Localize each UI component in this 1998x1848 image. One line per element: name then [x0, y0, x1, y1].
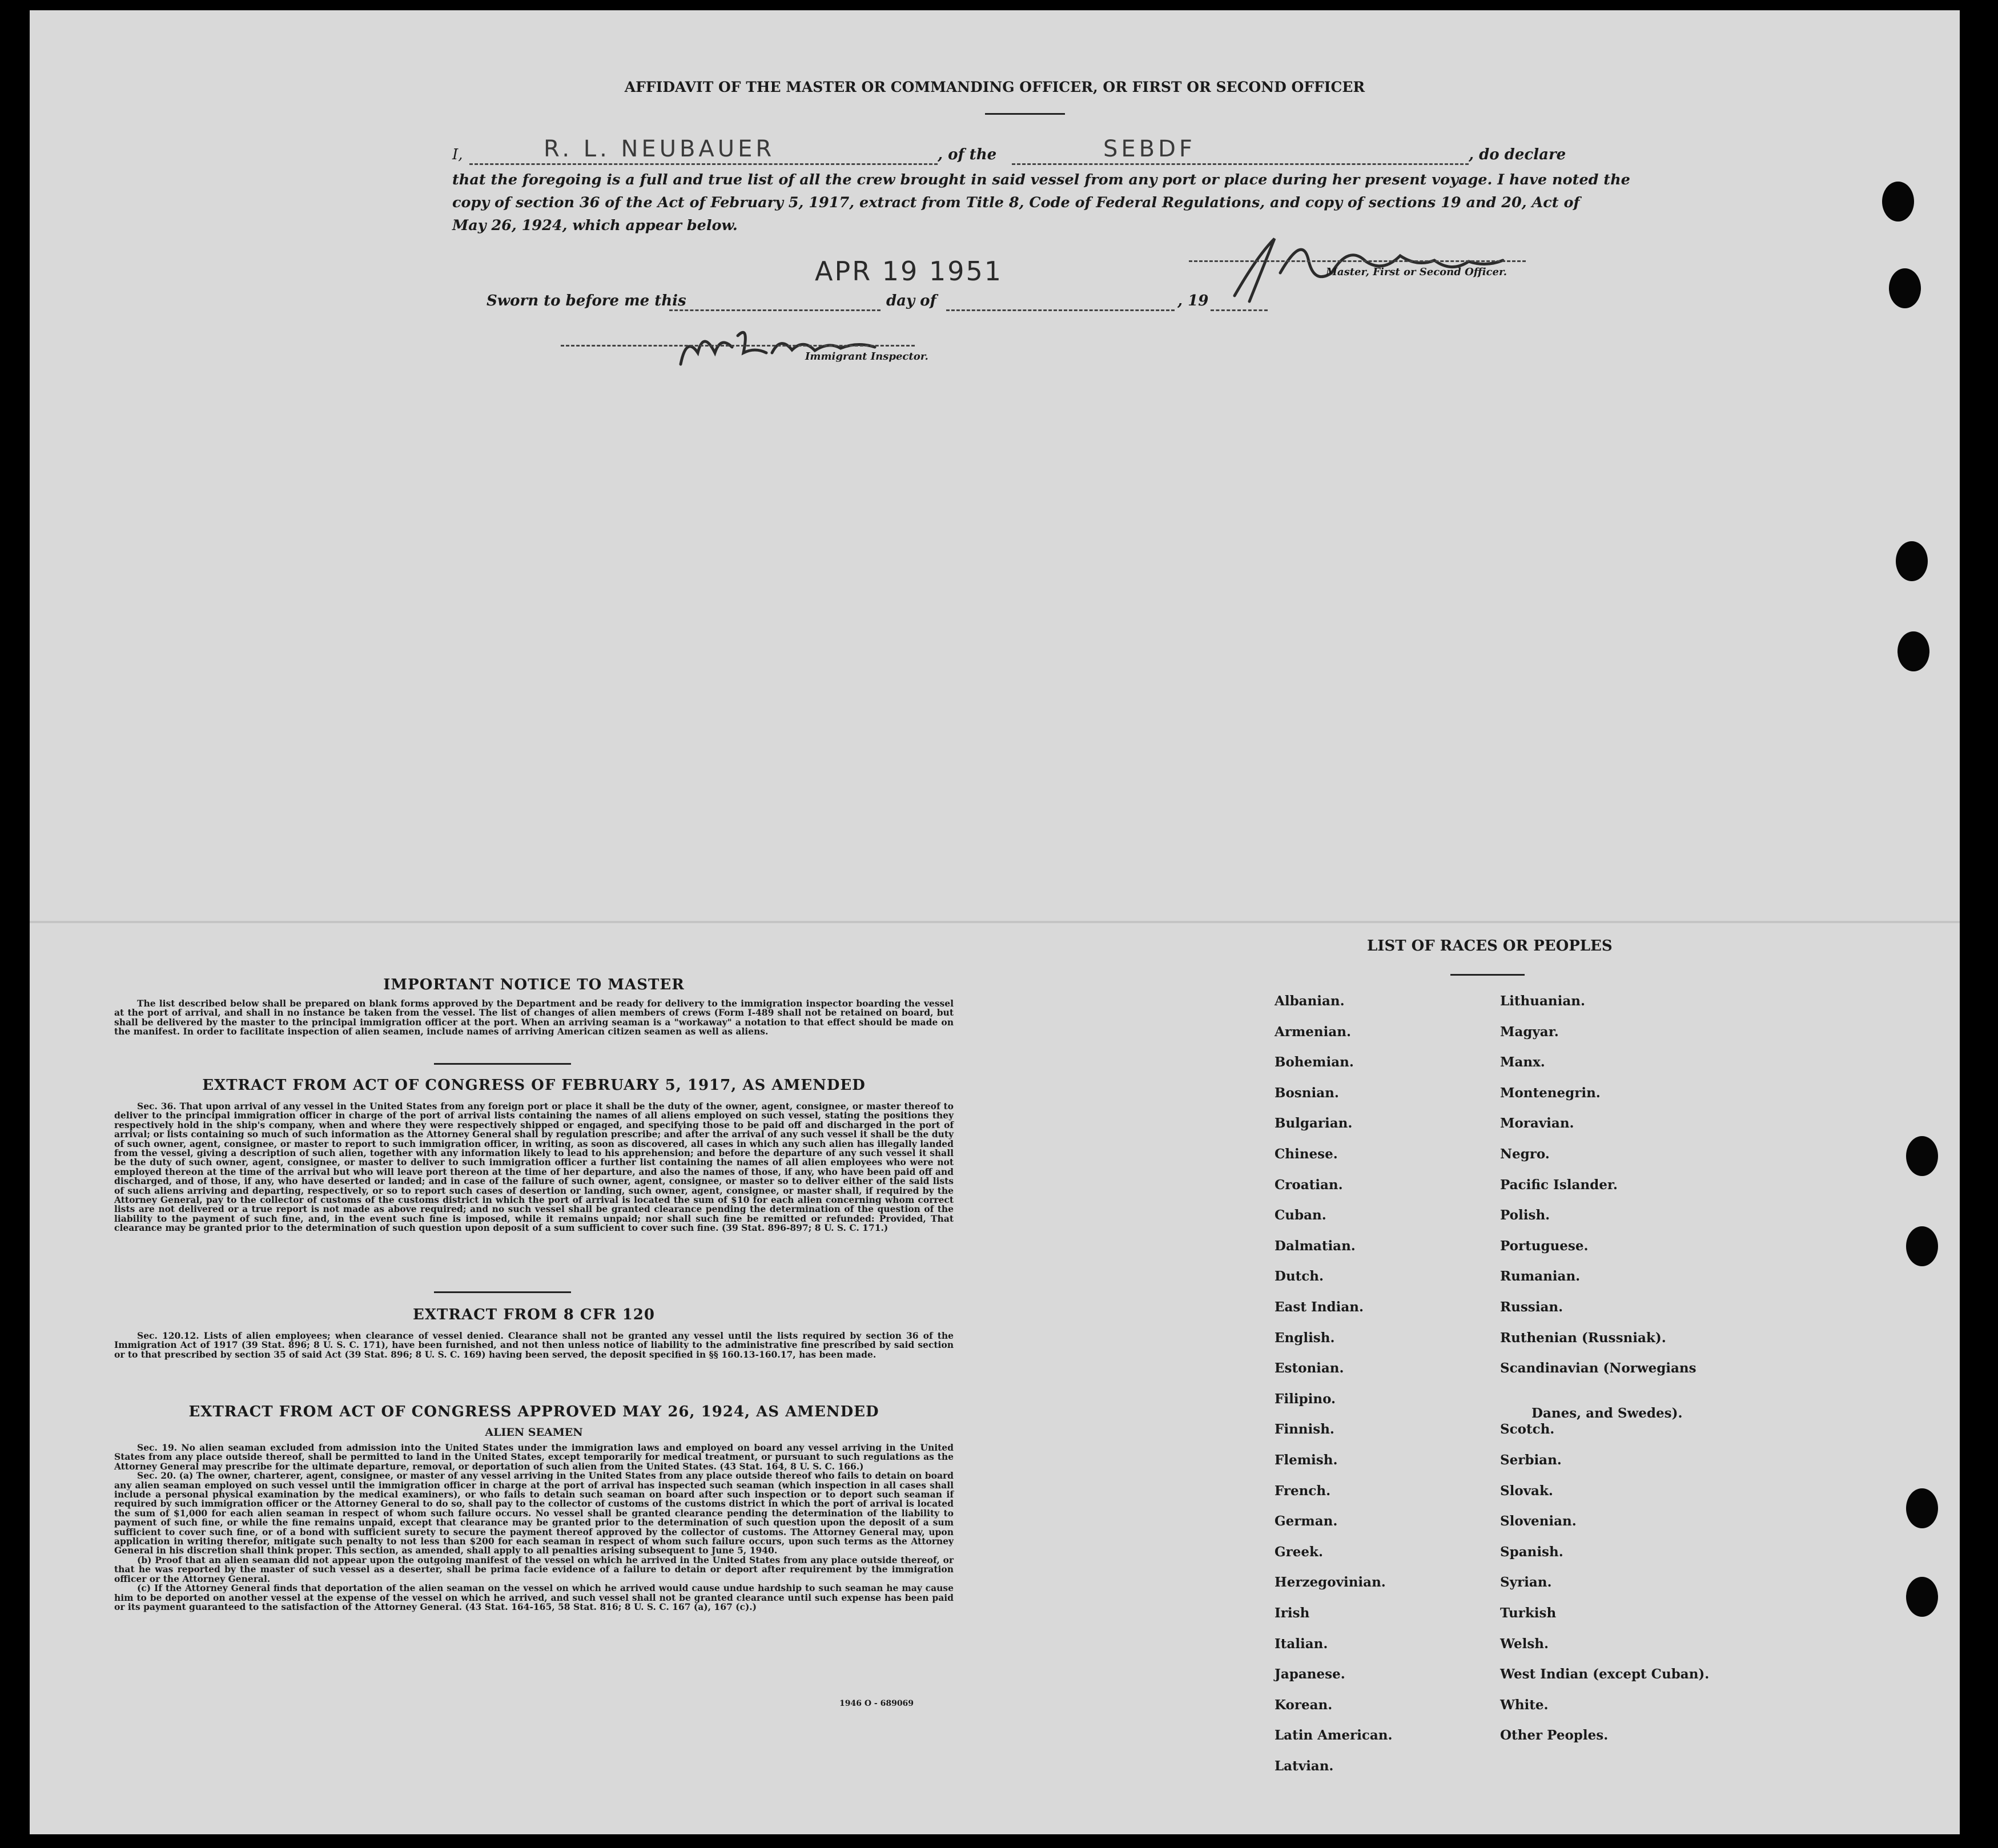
affidavit-title: AFFIDAVIT OF THE MASTER OR COMMANDING OFFICER, OR FIRST OR SECOND OFFICER — [624, 79, 1365, 95]
race-item: Lithuanian. — [1500, 993, 1585, 1009]
race-item: White. — [1500, 1697, 1549, 1713]
race-item: Welsh. — [1500, 1636, 1549, 1652]
inspector-caption: Immigrant Inspector. — [805, 351, 928, 363]
inspector-signature — [658, 313, 909, 376]
extract-cfr-title: EXTRACT FROM 8 CFR 120 — [413, 1306, 655, 1323]
year-prefix: , 19 — [1177, 292, 1209, 309]
race-item: Finnish. — [1275, 1422, 1334, 1438]
race-item: Scandinavian (Norwegians — [1500, 1360, 1697, 1376]
race-item: Latvian. — [1275, 1758, 1334, 1774]
declaration-line-1: that the foregoing is a full and true list of all the crew brought in said vessel from any port or place during her present voyage. I have noted the — [452, 171, 1630, 188]
notice-title: IMPORTANT NOTICE TO MASTER — [383, 976, 685, 993]
race-item: Flemish. — [1275, 1452, 1338, 1468]
extract-1917-rule — [434, 1291, 571, 1293]
notice-body: The list described below shall be prepared on blank forms approved by the Department and be ready for delivery to the immigration inspector boarding the vessel at the port of arrival, and shall in no instance be taken from the vessel. The list of changes of alien members of crews (Form I-489 shall not be retained on board, but shall be delivered by the master to the principal immigration officer at the port. When an arriving seaman is a "workaway" a notation to that effect should be made on the manifest. In order to facilitate inspection of alien seamen, include names of arriving American citizen seamen as well as aliens. — [114, 998, 954, 1037]
master-caption: Master, First or Second Officer. — [1326, 266, 1507, 278]
extract-1917-section — [114, 1077, 954, 1233]
race-item: East Indian. — [1275, 1299, 1364, 1315]
of-the-label: , of the — [938, 146, 997, 163]
alien-seamen-subtitle: ALIEN SEAMEN — [485, 1426, 583, 1439]
declaration-line-2: copy of section 36 of the Act of February 5, 1917, extract from Title 8, Code of Federal Regulations, and copy of sections 19 and 20, Act of — [452, 194, 1580, 211]
binder-hole — [1889, 268, 1921, 308]
race-item: Other Peoples. — [1500, 1728, 1609, 1744]
sworn-month-line — [946, 309, 1175, 311]
race-item: Slovak. — [1500, 1483, 1553, 1499]
extract-1924-section — [114, 1403, 954, 1612]
race-item: Irish — [1275, 1605, 1310, 1621]
race-item: Korean. — [1275, 1697, 1333, 1713]
race-item: Dalmatian. — [1275, 1238, 1356, 1254]
inspector-signature-line — [561, 345, 915, 347]
vessel-name: SEBDF — [1103, 136, 1196, 162]
notice-section — [114, 976, 954, 1037]
day-of-label: day of — [886, 292, 936, 309]
race-item: Spanish. — [1500, 1544, 1563, 1560]
race-item: Moravian. — [1500, 1116, 1574, 1132]
year-line — [1211, 309, 1268, 311]
race-item: Rumanian. — [1500, 1269, 1581, 1285]
master-name: R. L. NEUBAUER — [544, 136, 775, 162]
race-item: Portuguese. — [1500, 1238, 1589, 1254]
race-item: Polish. — [1500, 1207, 1550, 1223]
sec-20a-text: Sec. 20. (a) The owner, charterer, agent, consignee, or master of any vessel arriving in the United States from any place outside thereof who fails to detain on board any alien seaman employed on such vessel until the immigration officer in charge at the port of arrival has inspected such seaman (which inspection in all cases shall include a personal physical examination by the medical examiners), or who fails to detain such seaman on board after such inspection or to deport such seaman if required by such immigration officer or the Attorney General to do so, shall pay to the collector of customs of the customs district in which the port of arrival is located the sum of $1,000 for each alien seaman in respect of whom such failure occurs. No vessel shall be granted clearance pending the determination of the liability to payment of such fine, or while the fine remains unpaid, except that clearance may be granted prior to the determination of such question upon the deposit of a sum sufficient to cover such fine, or of a bond with sufficient surety to secure the payment thereof approved by the collector of customs. The Attorney General may, upon application in writing therefor, mitigate such penalty to not less than $200 for each seaman in respect of whom such failure occurs, upon such terms as the Attorney General in his discretion shall think proper. This section, as amended, shall apply to all penalties arising subsequent to June 5, 1940. — [114, 1470, 954, 1556]
binder-hole — [1898, 631, 1929, 671]
race-item: Ruthenian (Russniak). — [1500, 1330, 1666, 1346]
print-code: 1946 O - 689069 — [839, 1699, 914, 1708]
extract-1924-title: EXTRACT FROM ACT OF CONGRESS APPROVED MAY 26, 1924, AS AMENDED — [188, 1403, 879, 1420]
race-item: Japanese. — [1275, 1666, 1345, 1682]
race-item: Italian. — [1275, 1636, 1328, 1652]
date-stamp: APR 19 1951 — [815, 256, 1003, 287]
race-item: Herzegovinian. — [1275, 1575, 1386, 1591]
race-item: English. — [1275, 1330, 1335, 1346]
race-item: West Indian (except Cuban). — [1500, 1666, 1710, 1682]
sworn-day-line — [669, 309, 881, 311]
race-item: Armenian. — [1275, 1024, 1352, 1040]
races-rule — [1450, 974, 1525, 976]
title-rule — [985, 113, 1065, 115]
race-item: Danes, and Swedes). — [1531, 1405, 1683, 1421]
binder-hole — [1906, 1226, 1938, 1266]
notice-rule — [434, 1063, 571, 1065]
race-item: Manx. — [1500, 1054, 1545, 1070]
race-item: Scotch. — [1500, 1422, 1555, 1438]
declaration-line-3: May 26, 1924, which appear below. — [452, 217, 738, 234]
race-item: Croatian. — [1275, 1177, 1343, 1193]
race-item: Serbian. — [1500, 1452, 1562, 1468]
binder-hole — [1882, 182, 1914, 222]
name-line — [469, 163, 938, 165]
binder-hole — [1906, 1136, 1938, 1176]
race-item: Syrian. — [1500, 1575, 1552, 1591]
sec-19-text: Sec. 19. No alien seaman excluded from admission into the United States under the immigration laws and employed on board any vessel arriving in the United States from any place outside thereof, shall be permitted to land in the United States, except temporarily for medical treatment, or pursuant to such regulations as the Attorney General may prescribe for the ultimate departure, removal, or deportation of such alien from the United States. (43 Stat. 164, 8 U. S. C. 166.) — [114, 1442, 954, 1472]
race-item: Negro. — [1500, 1146, 1550, 1162]
race-item: Bosnian. — [1275, 1085, 1339, 1101]
page-fold — [30, 921, 1960, 923]
race-item: Magyar. — [1500, 1024, 1559, 1040]
race-item: Russian. — [1500, 1299, 1563, 1315]
race-item: Greek. — [1275, 1544, 1323, 1560]
race-item: Filipino. — [1275, 1391, 1336, 1407]
extract-cfr-section — [114, 1306, 954, 1359]
binder-hole — [1906, 1488, 1938, 1528]
extract-1917-title: EXTRACT FROM ACT OF CONGRESS OF FEBRUARY 5, 1917, AS AMENDED — [202, 1077, 866, 1094]
race-item: Chinese. — [1275, 1146, 1338, 1162]
master-signature-line — [1189, 260, 1526, 262]
race-item: Bulgarian. — [1275, 1116, 1353, 1132]
race-item: Cuban. — [1275, 1207, 1326, 1223]
race-item: Montenegrin. — [1500, 1085, 1601, 1101]
document-sheet — [30, 10, 1960, 1834]
race-item: Latin American. — [1275, 1728, 1393, 1744]
sec-20c-text: (c) If the Attorney General finds that deportation of the alien seaman on the vessel on which he arrived would cause undue hardship to such seaman he may cause him to be deported on another vessel at the expense of the vessel on which he arrived, and such vessel shall not be granted clearance until such expense has been paid or its payment guaranteed to the satisfaction of the Attorney General. (43 Stat. 164-165, 58 Stat. 816; 8 U. S. C. 167 (a), 167 (c).) — [114, 1583, 954, 1612]
vessel-line — [1012, 163, 1469, 165]
affidavit-prefix: I, — [452, 146, 463, 163]
race-item: Albanian. — [1275, 993, 1345, 1009]
race-item: Estonian. — [1275, 1360, 1344, 1376]
races-title: LIST OF RACES OR PEOPLES — [1367, 937, 1613, 955]
master-signature — [1195, 222, 1514, 307]
binder-hole — [1906, 1577, 1938, 1617]
binder-hole — [1896, 541, 1928, 581]
race-item: French. — [1275, 1483, 1331, 1499]
extract-cfr-body: Sec. 120.12. Lists of alien employees; when clearance of vessel denied. Clearance shall not be granted any vessel until the lists required by section 36 of the Immigration Act of 1917 (39 Stat. 896; 8 U. S. C. 171), have been furnished, and not then unless notice of liability to the administrative fine prescribed by said section or to that prescribed by section 35 of said Act (39 Stat. 896; 8 U. S. C. 169) having been served, the deposit specified in §§ 160.13-160.17, has been made. — [114, 1330, 954, 1360]
race-item: Turkish — [1500, 1605, 1557, 1621]
race-item: Bohemian. — [1275, 1054, 1354, 1070]
race-item: German. — [1275, 1513, 1338, 1529]
race-item: Dutch. — [1275, 1269, 1324, 1285]
sec-20b-text: (b) Proof that an alien seaman did not appear upon the outgoing manifest of the vessel on which he arrived in the United States from any place outside thereof, or that he was reported by the master of such vessel as a deserter, shall be prima facie evidence of a failure to detain or deport after requirement by the immigration officer or the Attorney General. — [114, 1554, 954, 1584]
sworn-label: Sworn to before me this — [487, 292, 686, 309]
do-declare-label: , do declare — [1469, 146, 1566, 163]
extract-1917-body: Sec. 36. That upon arrival of any vessel in the United States from any foreign port or place it shall be the duty of the owner, agent, consignee, or master thereof to deliver to the principal immigration officer in charge of the port of arrival lists containing the names of all aliens employed on such vessel, stating the positions they respectively hold in the ship's company, when and where they were respectively shipped or engaged, and specifying those to be paid off and discharged in the port of arrival; or lists containing so much of such information as the Attorney General shall by regulation prescribe; and after the arrival of any such vessel it shall be the duty of such owner, agent, consignee, or master to report to such immigration officer, in writing, as soon as discovered, all cases in which any such alien has illegally landed from the vessel, giving a description of such alien, together with any information likely to lead to his apprehension; and before the departure of any such vessel it shall be the duty of such owner, agent, consignee, or master to deliver to such immigration officer a further list containing the names of all alien employees who were not employed thereon at the time of the arrival but who will leave port thereon at the time of her departure, and also the names of those, if any, who have been paid off and discharged, and of those, if any, who have deserted or landed; and in case of the failure of such owner, agent, consignee, or master so to deliver either of the said lists of such aliens arriving and departing, respectively, or so to report such cases of desertion or landing, such owner, agent, consignee, or master shall, if required by the Attorney General, pay to the collector of customs of the customs district in which the port of arrival is located the sum of $10 for each alien concerning whom correct lists are not delivered or a true report is not made as above required; and no such vessel shall be granted clearance pending the determination of the question of the liability to the payment of such fine, and, in the event such fine is imposed, while it remains unpaid; nor shall such fine be remitted or refunded: Provided, That clearance may be granted prior to the determination of such question upon deposit of a sum sufficient to cover such fine. (39 Stat. 896-897; 8 U. S. C. 171.) — [114, 1101, 954, 1234]
race-item: Slovenian. — [1500, 1513, 1577, 1529]
race-item: Pacific Islander. — [1500, 1177, 1618, 1193]
